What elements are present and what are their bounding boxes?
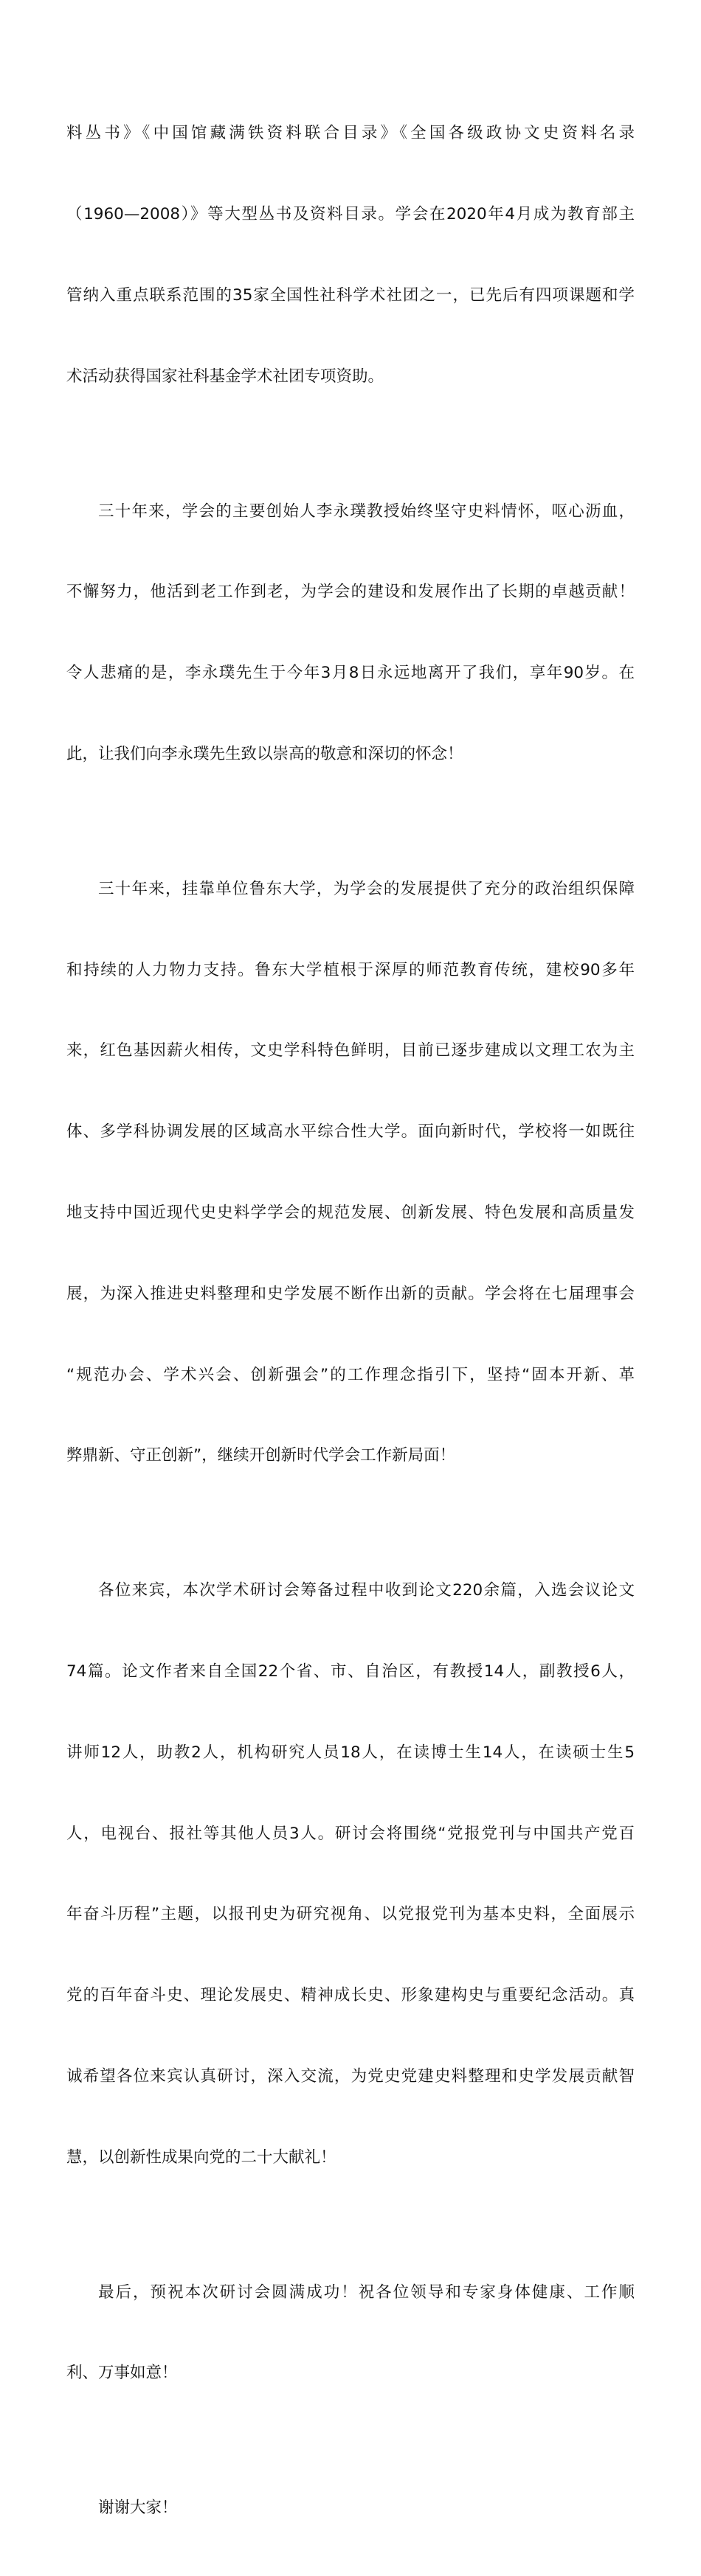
text-line: 人，电视台、报社等其他人员3人。研讨会将围绕“党报党刊与中国共产党百 [66,1824,635,1843]
text-line: 谢谢大家！ [98,2499,178,2518]
text-line: （1960—2008）》等大型丛书及资料目录。学会在2020年4月成为教育部主 [66,204,635,223]
paragraph-2 [66,444,635,822]
text-line: 地支持中国近现代史史料学学会的规范发展、创新发展、特色发展和高质量发 [66,1203,635,1222]
text-line: 慧，以创新性成果向党的二十大献礼！ [66,2148,336,2167]
paragraph-5 [66,2226,635,2442]
text-line: 利、万事如意！ [66,2364,178,2383]
text-line: 此，让我们向李永璞先生致以崇高的敬意和深切的怀念！ [66,744,463,763]
text-line: 料丛书》《中国馆藏满铁资料联合目录》《全国各级政协文史资料名录 [66,124,635,143]
text-line: 管纳入重点联系范围的35家全国性社科学术社团之一，已先后有四项课题和学 [66,285,635,305]
text-line: 三十年来，学会的主要创始人李永璞教授始终坚守史料情怀，呕心沥血， [98,501,635,521]
text-line: 不懈努力，他活到老工作到老，为学会的建设和发展作出了长期的卓越贡献！ [66,583,635,602]
text-line: 体、多学科协调发展的区域高水平综合性大学。面向新时代，学校将一如既往 [66,1122,635,1142]
text-line: 讲师12人，助教2人，机构研究人员18人，在读博士生14人，在读硕士生5 [66,1743,635,1762]
paragraph-4 [66,1524,635,2225]
document-page [66,66,635,2576]
text-line: 展，为深入推进史料整理和史学发展不断作出新的贡献。学会将在七届理事会 [66,1284,635,1303]
text-line: 年奋斗历程”主题，以报刊史为研究视角、以党报党刊为基本史料，全面展示 [66,1905,635,1924]
paragraph-3 [66,822,635,1524]
text-line: 弊鼎新、守正创新”，继续开创新时代学会工作新局面！ [66,1446,456,1465]
text-line: 74篇。论文作者来自全国22个省、市、自治区，有教授14人，副教授6人， [66,1662,635,1681]
text-line: 术活动获得国家社科基金学术社团专项资助。 [66,367,384,386]
paragraph-1 [66,66,635,444]
paragraph-6 [66,2441,635,2576]
text-line: 最后，预祝本次研讨会圆满成功！祝各位领导和专家身体健康、工作顺 [98,2282,635,2302]
text-line: 诚希望各位来宾认真研讨，深入交流，为党史党建史料整理和史学发展贡献智 [66,2066,635,2086]
text-line: “规范办会、学术兴会、创新强会”的工作理念指引下，坚持“固本开新、革 [66,1365,635,1384]
text-line: 令人悲痛的是，李永璞先生于今年3月8日永远地离开了我们，享年90岁。在 [66,664,635,683]
text-line: 来，红色基因薪火相传，文史学科特色鲜明，目前已逐步建成以文理工农为主 [66,1041,635,1060]
text-line: 各位来宾，本次学术研讨会筹备过程中收到论文220余篇，入选会议论文 [98,1581,635,1600]
text-line: 三十年来，挂靠单位鲁东大学，为学会的发展提供了充分的政治组织保障 [98,879,635,898]
text-line: 和持续的人力物力支持。鲁东大学植根于深厚的师范教育传统，建校90多年 [66,960,635,979]
text-line: 党的百年奋斗史、理论发展史、精神成长史、形象建构史与重要纪念活动。真 [66,1986,635,2005]
